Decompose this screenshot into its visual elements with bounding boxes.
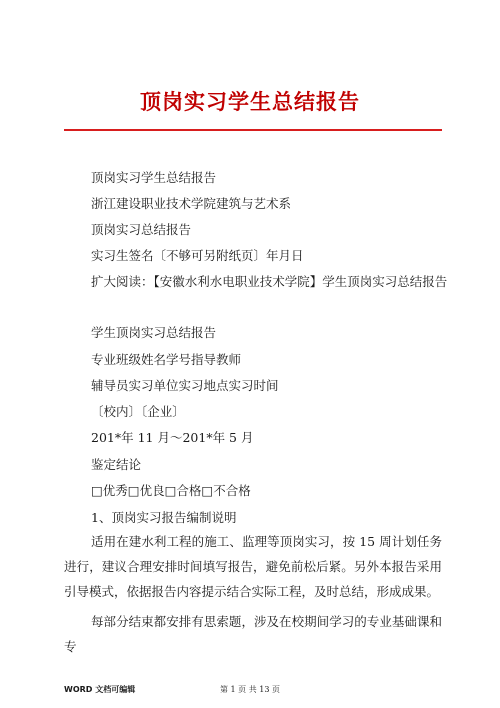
document-title: 顶岗实习学生总结报告 — [140, 90, 360, 114]
body-paragraph: 适用在建水利工程的施工、监理等顶岗实习，按 15 周计划任务进行，建议合理安排时间填写报告，避免前松后紧。另外本报告采用引导模式，依据报告内容提示结合实际工程，及时总结，形成成果。 — [64, 534, 442, 599]
text-line: 浙江建设职业技术学院建筑与艺术系 — [91, 196, 292, 211]
text-line: 〔校内〕〔企业〕 — [91, 404, 185, 419]
text-line: 专业班级姓名学号指导教师 — [91, 352, 242, 367]
section-heading: 1、顶岗实习报告编制说明 — [91, 510, 237, 525]
text-line: 鉴定结论 — [91, 457, 142, 472]
text-line: 学生顶岗实习总结报告 — [91, 325, 217, 340]
text-line: 实习生签名〔不够可另附纸页〕年月日 — [91, 248, 304, 263]
text-line: 201*年 11 月～201*年 5 月 — [91, 430, 254, 445]
footer-editable-note: WORD 文档可编辑 — [64, 685, 136, 694]
text-line: 辅导员实习单位实习地点实习时间 — [91, 378, 279, 393]
text-line: 顶岗实习总结报告 — [91, 222, 192, 237]
text-line: □优秀□优良□合格□不合格 — [91, 483, 251, 498]
page-number: 第 1 页 共 13 页 — [220, 685, 280, 694]
text-line: 扩大阅读：【安徽水利水电职业技术学院】学生顶岗实习总结报告 — [91, 274, 448, 289]
title-underline — [64, 129, 442, 131]
text-line: 顶岗实习学生总结报告 — [91, 170, 217, 185]
body-paragraph: 每部分结束都安排有思索题，涉及在校期间学习的专业基础课和专 — [64, 614, 442, 654]
